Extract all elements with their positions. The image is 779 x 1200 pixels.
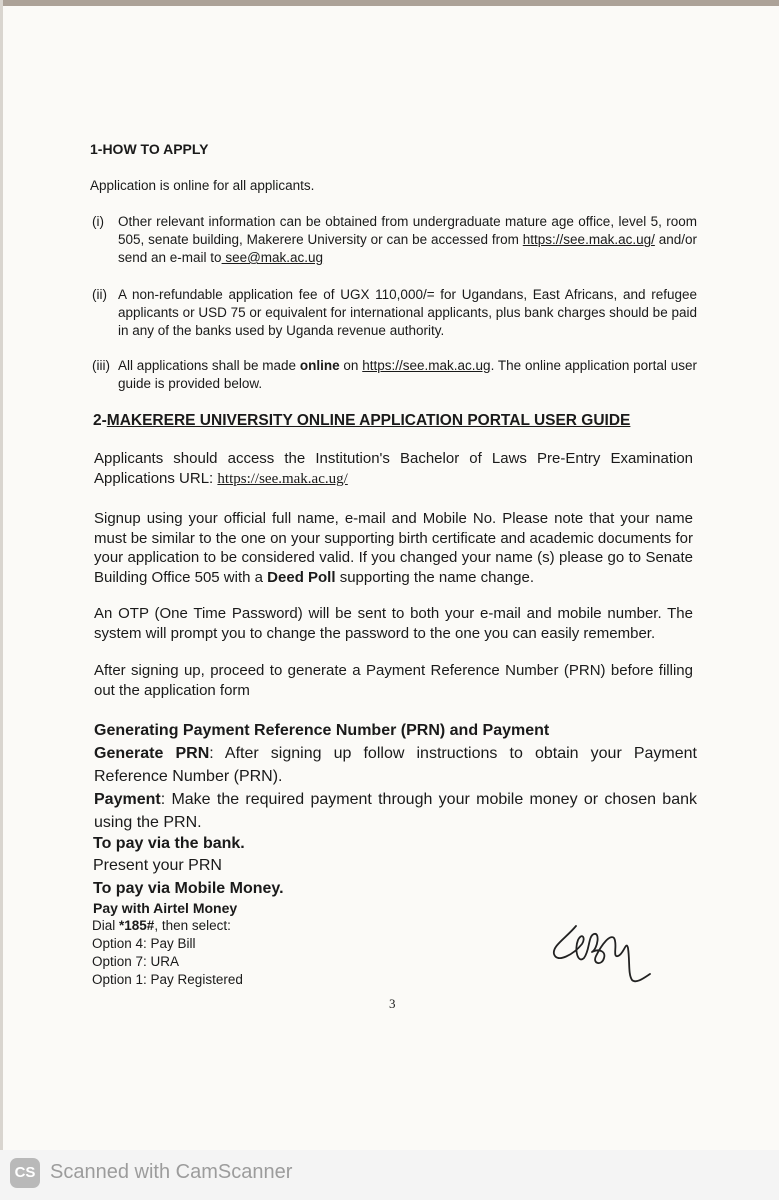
portal-url-link[interactable]: https://see.mak.ac.ug/ — [217, 470, 348, 487]
section2-paragraph-1 — [94, 449, 693, 489]
list-item-number: (ii) — [92, 287, 107, 302]
item-iii-on: on — [339, 358, 363, 373]
signature-image — [548, 918, 658, 993]
option-item: Option 1: Pay Registered — [92, 972, 243, 987]
item-i-mid: and/or send an e-mail to — [118, 232, 697, 265]
see-portal-link[interactable]: https://see.mak.ac.ug/ — [522, 232, 655, 247]
item-iii-post: . The online application portal user guide is provided below. — [118, 358, 697, 391]
item-iii-online: online — [299, 358, 340, 373]
list-item-i — [92, 213, 697, 267]
section2-paragraph-4: After signing up, proceed to generate a Payment Reference Number (PRN) before filling out the application form — [94, 662, 693, 699]
see-email-link[interactable]: see@mak.ac.ug — [221, 250, 324, 265]
see-portal-link-2[interactable]: https://see.mak.ac.ug — [362, 358, 491, 373]
generate-prn-text: : After signing up follow instructions to obtain your Payment Reference Number (PRN). — [94, 745, 698, 785]
section1-title: 1-HOW TO APPLY — [90, 141, 209, 157]
payment-label: Payment — [94, 791, 161, 808]
scan-left-edge — [0, 0, 3, 1150]
page-number: 3 — [389, 996, 396, 1011]
scan-top-edge — [0, 0, 779, 6]
option-item: Option 4: Pay Bill — [92, 936, 196, 951]
p2-pre: Signup using your official full name, e-mail and Mobile No. Please note that your name must be similar to the one on your supporting birth certificate and academic documents for your application to be considered valid. If you changed your name (s) please go to Senate Building Office 505 with a — [94, 510, 693, 586]
section2-paragraph-2 — [94, 509, 693, 587]
camscanner-logo-icon: CS — [10, 1158, 40, 1188]
mobile-money-heading: To pay via Mobile Money. — [93, 880, 284, 897]
item-iii-pre: All applications shall be made — [118, 358, 300, 373]
section2-title-text: MAKERERE UNIVERSITY ONLINE APPLICATION PORTAL USER GUIDE — [106, 412, 631, 429]
generate-prn — [94, 742, 697, 788]
payment-text: : Make the required payment through your mobile money or chosen bank using the PRN. — [94, 791, 697, 831]
list-item-text — [118, 357, 697, 393]
list-item-number: (i) — [92, 214, 104, 229]
list-item-text — [118, 213, 697, 267]
payment-heading: Generating Payment Reference Number (PRN) and Payment — [94, 722, 550, 739]
section2-title — [93, 412, 693, 430]
p1-text: Applicants should access the Institution's Bachelor of Laws Pre-Entry Examination Applications URL: — [94, 450, 693, 487]
list-item-ii — [92, 286, 697, 340]
list-item-iii — [92, 357, 697, 393]
list-item-number: (iii) — [92, 358, 110, 373]
bank-heading: To pay via the bank. — [93, 835, 245, 852]
dial-pre: Dial — [92, 918, 120, 933]
camscanner-watermark: Scanned with CamScanner — [50, 1161, 293, 1183]
option-item: Option 7: URA — [92, 954, 180, 969]
item-i-text: Other relevant information can be obtained from undergraduate mature age office, level 5, room 505, senate building, Makerere University or can be accessed from — [118, 214, 697, 247]
dial-code: *185# — [119, 918, 155, 933]
generate-prn-label: Generate PRN — [94, 745, 210, 762]
section1-intro: Application is online for all applicants. — [90, 178, 315, 193]
payment-instructions — [94, 788, 697, 834]
section2-paragraph-3: An OTP (One Time Password) will be sent to both your e-mail and mobile number. The system will prompt you to change the password to the one you can easily remember. — [94, 605, 693, 642]
p2-deed-poll: Deed Poll — [267, 568, 336, 586]
p2-post: supporting the name change. — [335, 568, 535, 586]
dial-post: , then select: — [154, 918, 231, 933]
list-item-text: A non-refundable application fee of UGX 110,000/= for Ugandans, East Africans, and refugee applicants or USD 75 or equivalent for international applicants, plus bank charges should be paid in any of the banks used by Uganda revenue authority. — [118, 287, 697, 338]
scanner-footer — [0, 1150, 779, 1200]
bank-text: Present your PRN — [93, 857, 222, 874]
section2-prefix: 2- — [93, 412, 107, 429]
airtel-heading: Pay with Airtel Money — [93, 900, 238, 916]
